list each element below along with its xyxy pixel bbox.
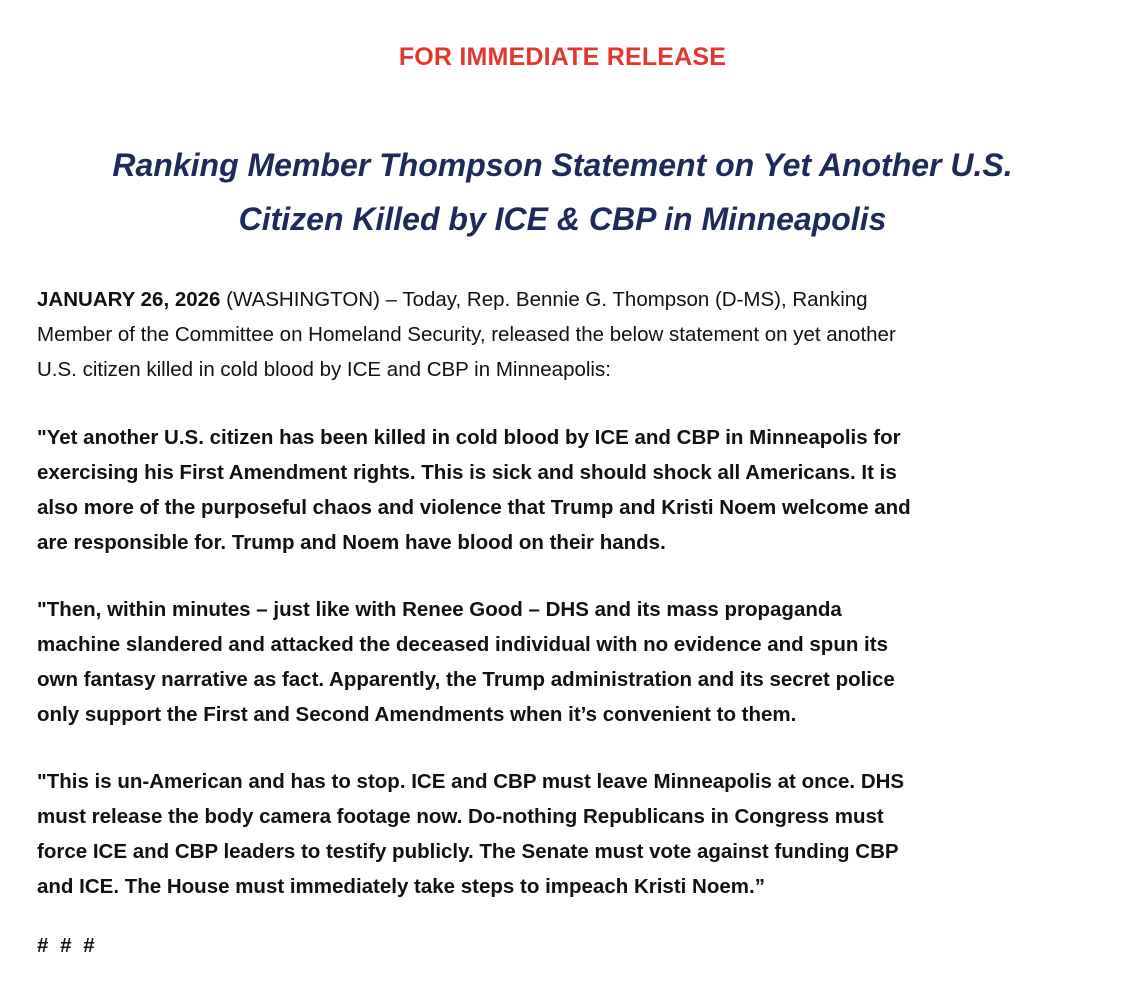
intro-line: Member of the Committee on Homeland Security, released the below statement on yet another (37, 323, 896, 346)
quote-paragraph-3 (37, 764, 1097, 904)
quote-paragraph-1 (37, 420, 1097, 560)
quote-line: exercising his First Amendment rights. This is sick and should shock all Americans. It is (37, 461, 897, 484)
intro-line (37, 282, 1097, 317)
intro-paragraph (37, 282, 1097, 387)
headline (0, 138, 1125, 246)
quote-line: "This is un-American and has to stop. ICE and CBP must leave Minneapolis at once. DHS (37, 770, 905, 793)
intro-line: U.S. citizen killed in cold blood by ICE and CBP in Minneapolis: (37, 358, 611, 381)
end-mark: # # # (37, 934, 95, 957)
quote-line: are responsible for. Trump and Noem have blood on their hands. (37, 531, 666, 554)
headline-line: Ranking Member Thompson Statement on Yet Another U.S. (112, 147, 1013, 183)
quote-line: force ICE and CBP leaders to testify publicly. The Senate must vote against funding CBP (37, 840, 899, 863)
quote-line: "Yet another U.S. citizen has been killed in cold blood by ICE and CBP in Minneapolis for (37, 426, 901, 449)
quote-line: machine slandered and attacked the deceased individual with no evidence and spun its (37, 633, 888, 656)
release-label: FOR IMMEDIATE RELEASE (398, 43, 727, 71)
quote-line: only support the First and Second Amendments when it’s convenient to them. (37, 703, 797, 726)
quote-paragraph-2 (37, 592, 1097, 732)
intro-line-text: (WASHINGTON) – Today, Rep. Bennie G. Thompson (D-MS), Ranking (220, 288, 868, 311)
quote-line: must release the body camera footage now. Do-nothing Republicans in Congress must (37, 805, 884, 828)
quote-line: also more of the purposeful chaos and violence that Trump and Kristi Noem welcome and (37, 496, 911, 519)
quote-line: own fantasy narrative as fact. Apparently, the Trump administration and its secret police (37, 668, 895, 691)
quote-line: and ICE. The House must immediately take steps to impeach Kristi Noem.” (37, 875, 765, 898)
dateline: JANUARY 26, 2026 (37, 288, 221, 311)
headline-line: Citizen Killed by ICE & CBP in Minneapolis (238, 201, 887, 237)
quote-line: "Then, within minutes – just like with Renee Good – DHS and its mass propaganda (37, 598, 842, 621)
